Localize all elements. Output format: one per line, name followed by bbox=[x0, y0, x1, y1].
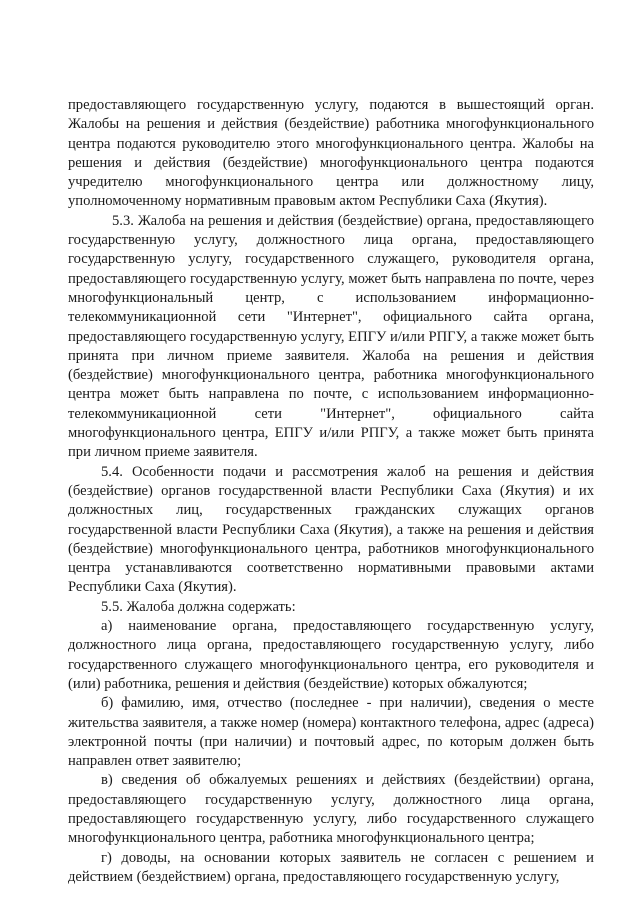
list-item-b: б) фамилию, имя, отчество (последнее - при наличии), сведения о месте жительства заявителя, а также номер (номера) контактного телефона, адрес (адреса) электронной почты (при наличии) и почтовый адрес, по которым должен быть направлен ответ заявителю; bbox=[68, 695, 594, 770]
list-item-v: в) сведения об обжалуемых решениях и действиях (бездействии) органа, предоставляющего государственную услугу, должностного лица органа, предоставляющего государственную услугу, либо государственного служащего многофункционального центра, работника многофункционального центра; bbox=[68, 772, 594, 847]
paragraph-5-5: 5.5. Жалоба должна содержать: bbox=[101, 598, 296, 615]
list-item-g: г) доводы, на основании которых заявитель не согласен с решением и действием (бездействием) органа, предоставляющего государственную услугу, bbox=[68, 849, 594, 885]
paragraph-5-4: 5.4. Особенности подачи и рассмотрения жалоб на решения и действия (бездействие) органов государственной власти Республики Саха (Якутия) и их должностных лиц, государственных гражданских служащих органов государственной власти Республики Саха (Якутия), а также на решения и действия (бездействие) многофункционального центра, работников многофункционального центра устанавливаются соответственно нормативными правовыми актами Республики Саха (Якутия). bbox=[68, 463, 594, 596]
list-item-a: а) наименование органа, предоставляющего государственную услугу, должностного лица органа, предоставляющего государственную услугу, либо государственного служащего многофункционального центра, его руководителя и (или) работника, решения и действия (бездействие) которых обжалуются; bbox=[68, 618, 594, 692]
document-body bbox=[68, 96, 594, 887]
paragraph-intro: предоставляющего государственную услугу, подаются в вышестоящий орган. Жалобы на решения и действия (бездействие) работника многофункционального центра подаются руководителю этого многофункционального центра. Жалобы на решения и действия (бездействие) многофункционального центра подаются учредителю многофункционального центра или должностному лицу, уполномоченному нормативным правовым актом Республики Саха (Якутия). bbox=[68, 97, 594, 210]
paragraph-5-3: 5.3. Жалоба на решения и действия (бездействие) органа, предоставляющего государственную услугу, должностного лица органа, предоставляющего государственную услугу, государственного служащего, руководителя органа, предоставляющего государственную услугу, может быть направлена по почте, через многофункциональный центр, с использованием информационно-телекоммуникационной сети "Интернет", официального сайта органа, предоставляющего государственную услугу, ЕПГУ и/или РПГУ, а также может быть принята при личном приеме заявителя. Жалоба на решения и действия (бездействие) многофункционального центра, работника многофункционального центра может быть направлена по почте, с использованием информационно-телекоммуникационной сети "Интернет", официального сайта многофункционального центра, ЕПГУ и/или РПГУ, а также может быть принята при личном приеме заявителя. bbox=[68, 212, 594, 461]
